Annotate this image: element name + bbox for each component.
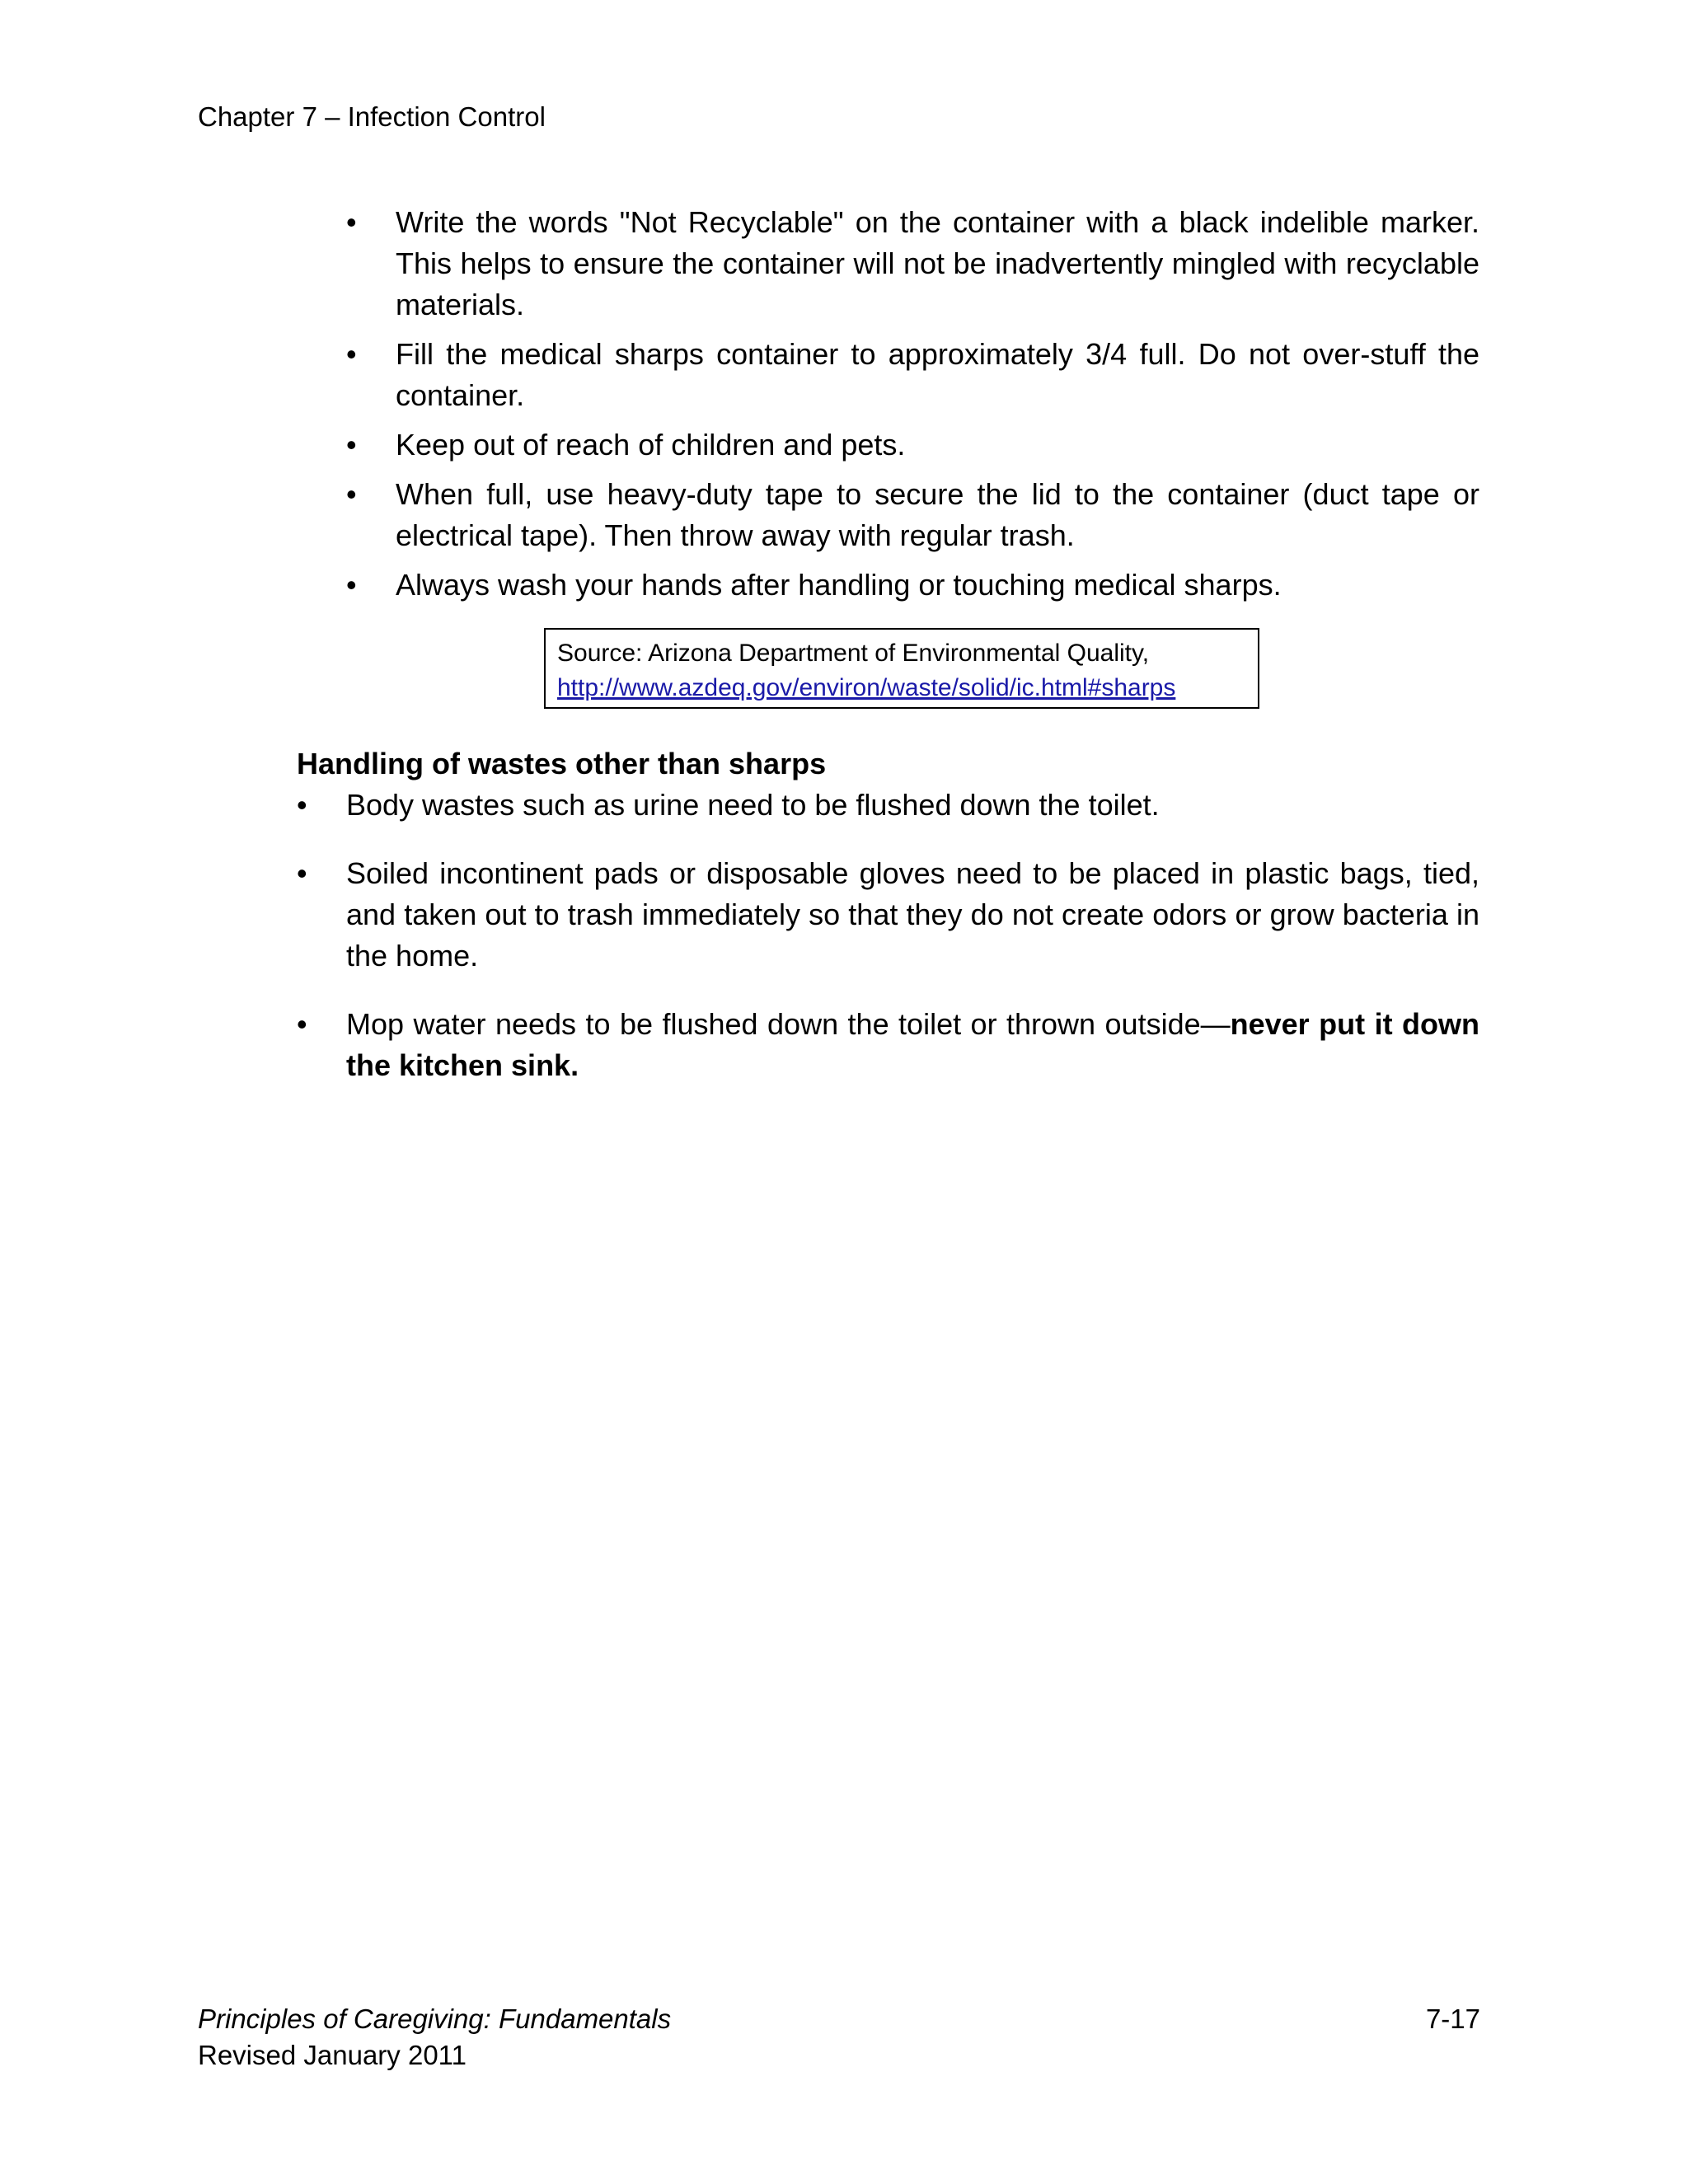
list-item-text: Mop water needs to be flushed down the toilet or thrown outside— bbox=[346, 1007, 1231, 1041]
footer-revised-date: Revised January 2011 bbox=[198, 2040, 467, 2070]
emphasis-text: never put it down the kitchen sink. bbox=[346, 1007, 1479, 1082]
list-item-text: Fill the medical sharps container to approximately 3/4 full. Do not over-stuff the container. bbox=[396, 337, 1479, 412]
source-text: Source: Arizona Department of Environmental Quality, bbox=[557, 640, 1150, 667]
footer-book-title: Principles of Caregiving: Fundamentals bbox=[198, 2004, 672, 2034]
list-item bbox=[297, 853, 1479, 977]
bullet: • bbox=[346, 477, 357, 511]
list-item bbox=[297, 1004, 1479, 1086]
bullet: • bbox=[297, 856, 307, 890]
chapter-header: Chapter 7 – Infection Control bbox=[198, 101, 546, 132]
list-item-text: Write the words "Not Recyclable" on the container with a black indelible marker. This helps to ensure the container will not be inadvertently mingled with recyclable materials. bbox=[396, 205, 1479, 321]
list-item bbox=[346, 202, 1479, 326]
list-item-text: Body wastes such as urine need to be flushed down the toilet. bbox=[346, 788, 1160, 822]
bullet: • bbox=[297, 1007, 307, 1041]
list-item bbox=[346, 474, 1479, 556]
bullet: • bbox=[346, 205, 357, 239]
source-link[interactable]: http://www.azdeq.gov/environ/waste/solid/ic.html#sharps bbox=[557, 674, 1176, 701]
list-item bbox=[346, 334, 1479, 416]
list-item bbox=[346, 424, 1479, 466]
section-heading: Handling of wastes other than sharps bbox=[297, 747, 827, 780]
wastes-handling-list bbox=[297, 785, 1479, 1086]
source-citation-box bbox=[544, 628, 1259, 709]
sharps-disposal-list bbox=[346, 202, 1479, 614]
page-number: 7-17 bbox=[1425, 2004, 1480, 2034]
footer-left bbox=[198, 2001, 671, 2074]
bullet: • bbox=[346, 568, 357, 602]
list-item-text: Soiled incontinent pads or disposable gloves need to be placed in plastic bags, tied, and taken out to trash immediately so that they do not create odors or grow bacteria in the home. bbox=[346, 856, 1479, 972]
list-item-text: Keep out of reach of children and pets. bbox=[396, 428, 906, 462]
bullet: • bbox=[297, 788, 307, 822]
bullet: • bbox=[346, 428, 357, 462]
list-item-text: Always wash your hands after handling or touching medical sharps. bbox=[396, 568, 1282, 602]
bullet: • bbox=[346, 337, 357, 371]
list-item-text: When full, use heavy-duty tape to secure the lid to the container (duct tape or electrical tape). Then throw away with regular trash. bbox=[396, 477, 1479, 552]
list-item bbox=[297, 785, 1479, 826]
list-item bbox=[346, 565, 1479, 606]
